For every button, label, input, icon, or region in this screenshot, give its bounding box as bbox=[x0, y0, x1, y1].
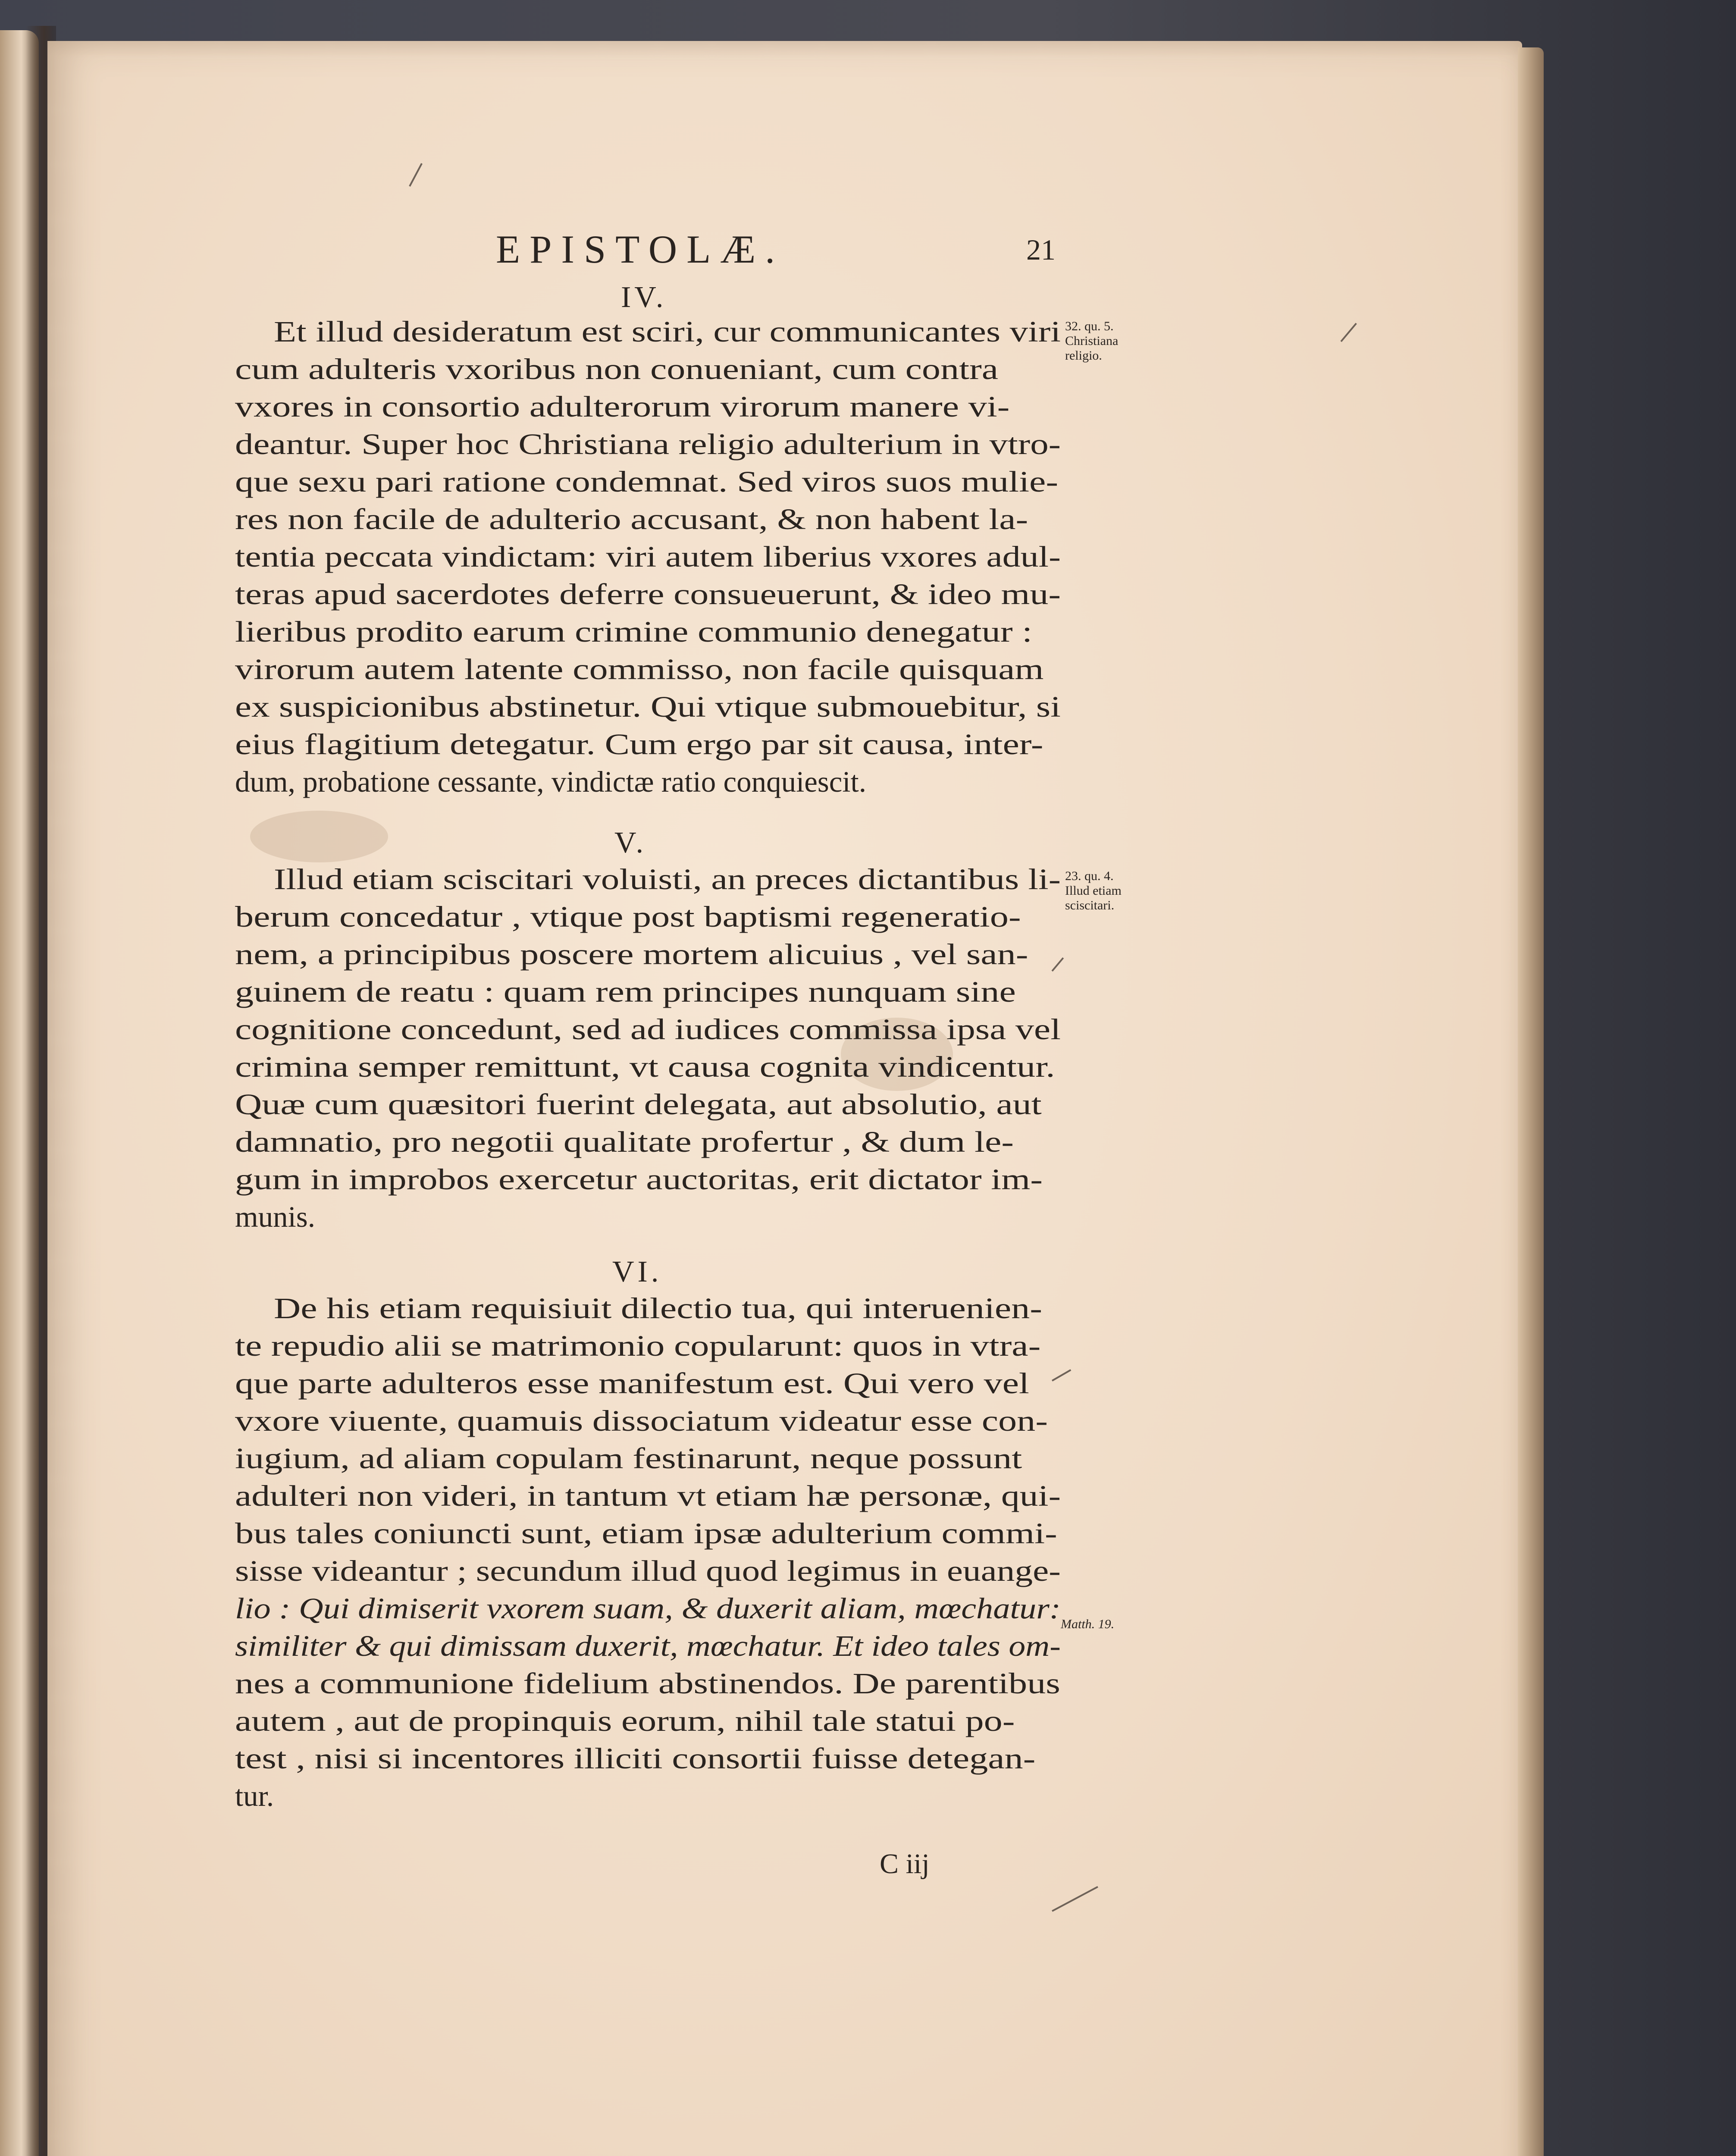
margin-note-line: 23. qu. 4. bbox=[1065, 869, 1114, 883]
text-line: crimina semper remittunt, vt causa cognita vindicentur. bbox=[235, 1050, 1055, 1083]
section-heading-v: V. bbox=[614, 826, 647, 859]
text-line: deantur. Super hoc Christiana religio adulterium in vtro- bbox=[235, 428, 1061, 461]
text-line: tur. bbox=[235, 1780, 274, 1812]
text-line: De his etiam requisiuit dilectio tua, qui interuenien- bbox=[274, 1292, 1043, 1325]
margin-note-2 bbox=[1065, 869, 1122, 913]
text-line: ex suspicionibus abstinetur. Qui vtique submouebitur, si bbox=[235, 690, 1061, 723]
text-line: Quæ cum quæsitori fuerint delegata, aut absolutio, aut bbox=[235, 1088, 1042, 1121]
paper-stain bbox=[250, 811, 388, 862]
text-line: adulteri non videri, in tantum vt etiam hæ personæ, qui- bbox=[235, 1479, 1061, 1512]
text-line: que parte adulteros esse manifestum est. Qui vero vel bbox=[235, 1367, 1029, 1400]
margin-note-3 bbox=[1061, 1617, 1114, 1632]
margin-note-line: Christiana bbox=[1065, 334, 1119, 348]
text-line: lieribus prodito earum crimine communio denegatur : bbox=[235, 615, 1033, 648]
section-heading-vi: VI. bbox=[612, 1255, 662, 1288]
text-line: damnatio, pro negotii qualitate profertur , & dum le- bbox=[235, 1125, 1014, 1158]
text-line: cognitione concedunt, sed ad iudices commissa ipsa vel bbox=[235, 1013, 1061, 1046]
section-heading-iv: IV. bbox=[621, 281, 667, 314]
margin-note-1 bbox=[1065, 319, 1118, 363]
margin-note-line: Matth. 19. bbox=[1061, 1617, 1115, 1631]
text-line: cum adulteris vxoribus non conueniant, cum contra bbox=[235, 353, 999, 385]
margin-note-line: sciscitari. bbox=[1065, 898, 1115, 912]
text-line: sisse videantur ; secundum illud quod legimus in euange- bbox=[235, 1554, 1061, 1587]
text-line: nes a communione fidelium abstinendos. De parentibus bbox=[235, 1667, 1060, 1700]
text-line: que sexu pari ratione condemnat. Sed viros suos mulie- bbox=[235, 465, 1059, 498]
text-line: nem, a principibus poscere mortem alicuius , vel san- bbox=[235, 938, 1028, 971]
page-fore-edge bbox=[1518, 47, 1544, 2156]
text-line: virorum autem latente commisso, non facile quisquam bbox=[235, 653, 1044, 686]
margin-note-line: 32. qu. 5. bbox=[1065, 319, 1114, 333]
running-head: EPISTOLÆ. bbox=[496, 227, 785, 271]
text-line: tentia peccata vindictam: viri autem liberius vxores adul- bbox=[235, 540, 1061, 573]
text-line: vxore viuente, quamuis dissociatum videatur esse con- bbox=[235, 1404, 1048, 1437]
text-line: gum in improbos exercetur auctoritas, erit dictator im- bbox=[235, 1163, 1043, 1196]
text-line: lio : Qui dimiserit vxorem suam, & duxerit aliam, mœchatur: bbox=[235, 1592, 1061, 1625]
text-line: munis. bbox=[235, 1200, 315, 1233]
text-line: guinem de reatu : quam rem principes nunquam sine bbox=[235, 975, 1016, 1008]
text-line: vxores in consortio adulterorum virorum manere vi- bbox=[235, 390, 1010, 423]
text-line: iugium, ad aliam copulam festinarunt, neque possunt bbox=[235, 1442, 1022, 1475]
text-line: similiter & qui dimissam duxerit, mœchatur. Et ideo tales om- bbox=[235, 1630, 1061, 1662]
text-line: dum, probatione cessante, vindictæ ratio conquiescit. bbox=[235, 765, 866, 798]
text-line: te repudio alii se matrimonio copularunt: quos in vtra- bbox=[235, 1329, 1041, 1362]
text-line: teras apud sacerdotes deferre consueuerunt, & ideo mu- bbox=[235, 578, 1061, 611]
text-line: test , nisi si incentores illiciti consortii fuisse detegan- bbox=[235, 1742, 1036, 1775]
signature-mark: C iij bbox=[880, 1848, 930, 1880]
text-line: berum concedatur , vtique post baptismi regeneratio- bbox=[235, 900, 1021, 933]
margin-note-line: Illud etiam bbox=[1065, 884, 1122, 898]
text-line: Illud etiam sciscitari voluisti, an preces dictantibus li- bbox=[274, 863, 1061, 896]
text-line: Et illud desideratum est sciri, cur communicantes viri bbox=[274, 315, 1061, 348]
text-line: autem , aut de propinquis eorum, nihil tale statui po- bbox=[235, 1705, 1015, 1737]
text-line: res non facile de adulterio accusant, & non habent la- bbox=[235, 503, 1028, 536]
text-line: eius flagitium detegatur. Cum ergo par sit causa, inter- bbox=[235, 728, 1043, 761]
text-line: bus tales coniuncti sunt, etiam ipsæ adulterium commi- bbox=[235, 1517, 1057, 1550]
page-number: 21 bbox=[1026, 233, 1056, 266]
margin-note-line: religio. bbox=[1065, 348, 1102, 363]
